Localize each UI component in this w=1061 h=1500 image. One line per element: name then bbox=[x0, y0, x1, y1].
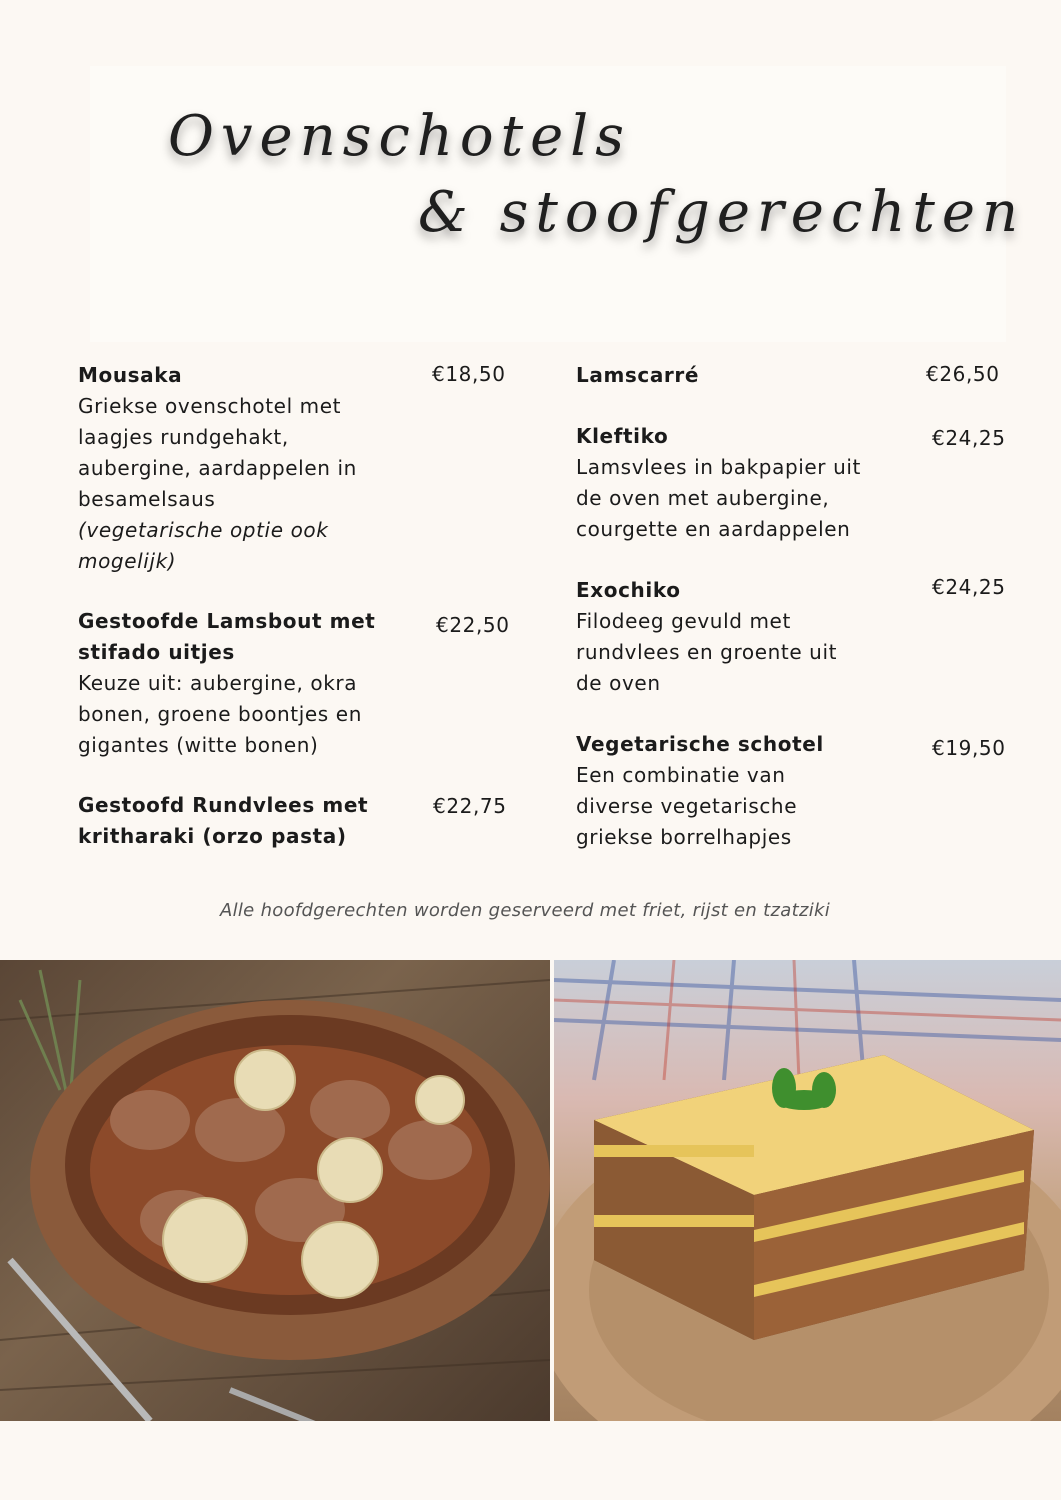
menu-item-name: Gestoofde Lamsbout met stifado uitjes bbox=[78, 609, 376, 664]
menu-item-kleftiko bbox=[576, 421, 886, 545]
menu-item-price: €22,75 bbox=[433, 794, 507, 818]
footnote: Alle hoofdgerechten worden geserveerd met friet, rijst en tzatziki bbox=[219, 900, 831, 921]
menu-item-price: €22,50 bbox=[436, 613, 510, 637]
menu-item-lamscarre bbox=[576, 360, 886, 391]
menu-item-exochiko bbox=[576, 575, 886, 699]
menu-item-name: Gestoofd Rundvlees met kritharaki (orzo pasta) bbox=[78, 793, 369, 848]
menu-item-lamsbout bbox=[78, 606, 408, 761]
menu-item-rundvlees bbox=[78, 790, 408, 852]
menu-item-description: Keuze uit: aubergine, okra bonen, groene boontjes en gigantes (witte bonen) bbox=[78, 671, 362, 757]
menu-item-vegetarische-schotel bbox=[576, 729, 886, 853]
menu-item-description: Lamsvlees in bakpapier uit de oven met aubergine, courgette en aardappelen bbox=[576, 455, 861, 541]
menu-item-name: Lamscarré bbox=[576, 363, 700, 387]
menu-item-name: Vegetarische schotel bbox=[576, 732, 824, 756]
menu-item-description: Filodeeg gevuld met rundvlees en groente uit de oven bbox=[576, 609, 838, 695]
page-title-line2: & stoofgerechten bbox=[418, 180, 1026, 245]
menu-item-price: €24,25 bbox=[932, 426, 1006, 450]
menu-item-name: Exochiko bbox=[576, 578, 681, 602]
menu-item-name: Mousaka bbox=[78, 363, 183, 387]
page-title-line1: Ovenschotels bbox=[168, 104, 631, 169]
menu-item-name: Kleftiko bbox=[576, 424, 669, 448]
menu-item-note: (vegetarische optie ook mogelijk) bbox=[78, 518, 329, 573]
menu-item-mousaka bbox=[78, 360, 408, 577]
mousaka-photo bbox=[554, 960, 1061, 1421]
stifado-photo bbox=[0, 960, 550, 1421]
menu-item-description: Een combinatie van diverse vegetarische griekse borrelhapjes bbox=[576, 763, 798, 849]
menu-item-price: €24,25 bbox=[932, 575, 1006, 599]
menu-item-price: €26,50 bbox=[926, 362, 1000, 386]
menu-item-price: €19,50 bbox=[932, 736, 1006, 760]
menu-item-price: €18,50 bbox=[432, 362, 506, 386]
menu-item-description: Griekse ovenschotel met laagjes rundgehakt, aubergine, aardappelen in besamelsaus bbox=[78, 394, 357, 511]
